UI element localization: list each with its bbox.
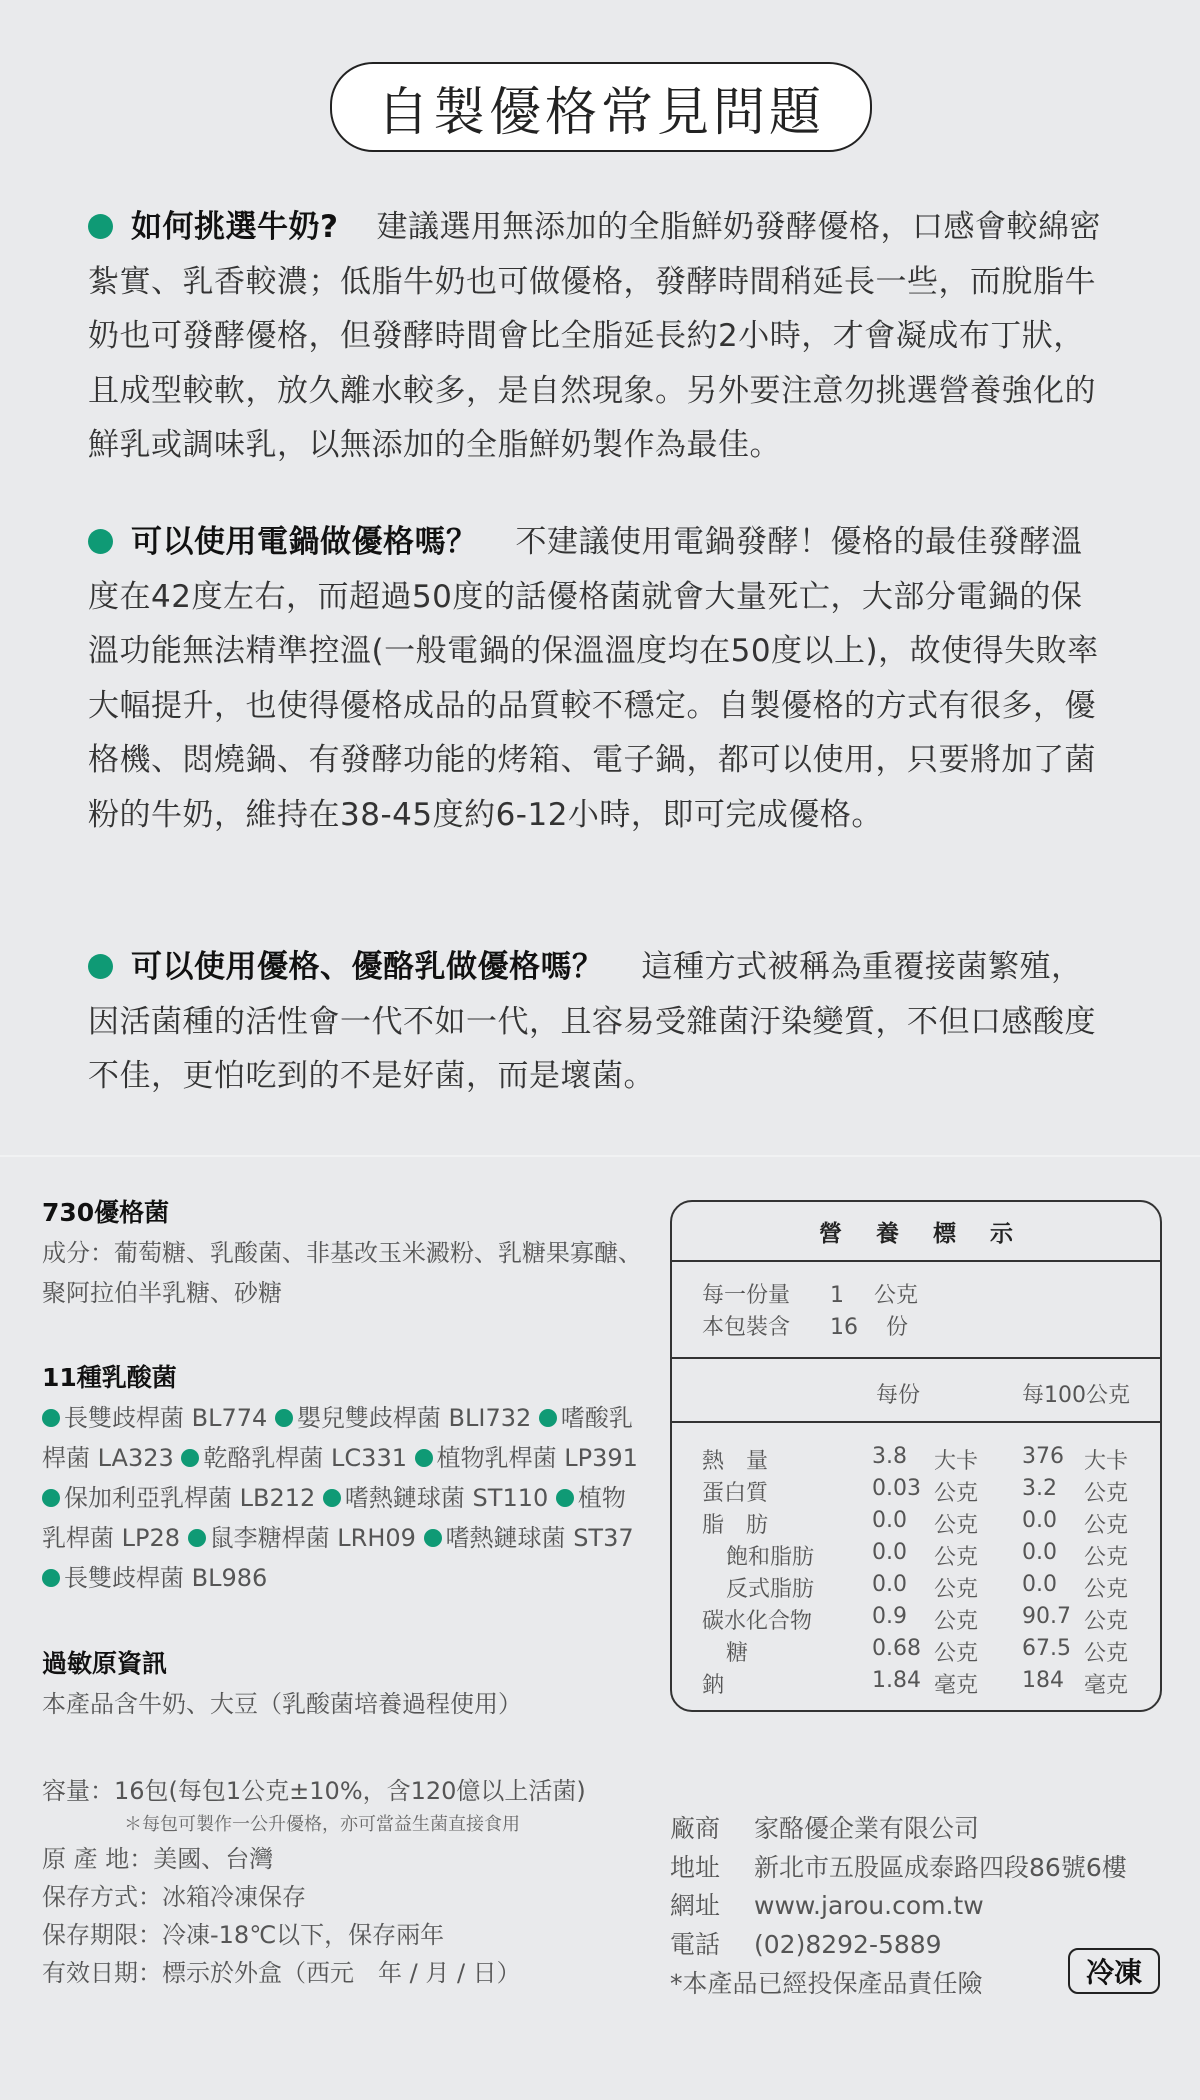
bullet-icon: [275, 1409, 293, 1427]
origin: 原 產 地：美國、台灣: [42, 1845, 274, 1873]
serving-info: 每一份量 1 公克 本包裝含 16 份: [702, 1283, 919, 1340]
faq-item: [88, 200, 1112, 473]
website-link[interactable]: www.jarou.com.tw: [754, 1891, 984, 1921]
bullet-icon: [88, 954, 113, 979]
faq-question: 可以使用優格、優酪乳做優格嗎？: [131, 949, 604, 985]
product-specs: [42, 1772, 586, 1992]
strain-item: 植物乳桿菌 LP28: [42, 1484, 626, 1552]
nutrition-row: 糖 0.68 公克 67.5 公克: [726, 1636, 1129, 1666]
faq-answer: 這種方式被稱為重覆接菌繁殖，因活菌種的活性會一代不如一代，且容易受雜菌汙染變質，不但口感酸度不佳，更怕吃到的不是好菌，而是壞菌。: [88, 949, 1096, 1094]
nutrition-row: 鈉 1.84 毫克 184 毫克: [702, 1668, 1129, 1698]
faq-answer: 不建議使用電鍋發酵！優格的最佳發酵溫度在42度左右，而超過50度的話優格菌就會大量死亡，大部分電鍋的保溫功能無法精準控溫(一般電鍋的保溫溫度均在50度以上)，故使得失敗率大幅提升，也使得優格成品的品質較不穩定。自製優格的方式有很多，優格機、悶燒鍋、有發酵功能的烤箱、電子鍋，都可以使用，只要將加了菌粉的牛奶，維持在38-45度約6-12小時，即可完成優格。: [88, 524, 1099, 833]
insurance-note: *本產品已經投保產品責任險: [670, 1968, 983, 1998]
nutrition-row: 脂 肪 0.0 公克 0.0 公克: [702, 1508, 1129, 1538]
strains-title: 11種乳酸菌: [42, 1363, 177, 1392]
allergen-text: 本產品含牛奶、大豆（乳酸菌培養過程使用）: [42, 1690, 522, 1718]
bullet-icon: [424, 1529, 442, 1547]
address-line: 地址 新北市五股區成泰路四段86號6樓: [670, 1852, 1127, 1882]
allergen-title: 過敏原資訊: [42, 1649, 168, 1678]
shelf-life: 保存期限：冷凍-18℃以下，保存兩年: [42, 1921, 445, 1949]
strain-item: 嗜熱鏈球菌 ST110: [323, 1484, 548, 1512]
expiry: 有效日期：標示於外盒（西元 年 / 月 / 日）: [42, 1959, 521, 1987]
bullet-icon: [88, 529, 113, 554]
storage: 保存方式：冰箱冷凍保存: [42, 1883, 306, 1911]
faq-item: [88, 940, 1112, 1104]
faq-question: 如何挑選牛奶?: [131, 209, 339, 245]
faq-answer: 建議選用無添加的全脂鮮奶發酵優格，口感會較綿密紮實、乳香較濃；低脂牛奶也可做優格，發酵時間稍延長一些，而脫脂牛奶也可發酵優格，但發酵時間會比全脂延長約2小時，才會凝成布丁狀，且成型較軟，放久離水較多，是自然現象。另外要注意勿挑選營養強化的鮮乳或調味乳，以無添加的全脂鮮奶製作為最佳。: [88, 209, 1101, 463]
strain-item: 植物乳桿菌 LP391: [415, 1444, 638, 1472]
nutrition-row: 碳水化合物 0.9 公克 90.7 公克: [702, 1604, 1129, 1634]
strain-item: 乾酪乳桿菌 LC331: [181, 1444, 407, 1472]
bullet-icon: [42, 1489, 60, 1507]
nutrition-title: 營養標示: [672, 1202, 1160, 1262]
capacity-note: ＊每包可製作一公升優格，亦可當益生菌直接食用: [124, 1814, 520, 1835]
website-line: 網址 www.jarou.com.tw: [670, 1891, 984, 1921]
strain-item: 嗜酸乳桿菌 LA323: [42, 1404, 633, 1472]
bullet-icon: [539, 1409, 557, 1427]
nutrition-table: [670, 1200, 1162, 1712]
bullet-icon: [88, 214, 113, 239]
company-line: 廠商 家酪優企業有限公司: [670, 1814, 980, 1843]
table-rule: [672, 1421, 1160, 1423]
nutrition-row: 蛋白質 0.03 公克 3.2 公克: [702, 1476, 1129, 1506]
phone-line: 電話 (02)8292-5889: [670, 1930, 942, 1960]
frozen-badge: 冷凍: [1068, 1948, 1160, 1994]
strain-item: 長雙歧桿菌 BL986: [42, 1564, 267, 1592]
strain-item: 長雙歧桿菌 BL774: [42, 1404, 267, 1432]
faq-item: [88, 515, 1112, 842]
ingredients: 成分：葡萄糖、乳酸菌、非基改玉米澱粉、乳糖果寡醣、聚阿拉伯半乳糖、砂糖: [42, 1239, 642, 1307]
strains-section: [42, 1358, 642, 1598]
nutrition-row: 熱 量 3.8 大卡 376 大卡: [702, 1444, 1129, 1474]
product-info: [42, 1193, 642, 1313]
nutrition-row: 反式脂肪 0.0 公克 0.0 公克: [726, 1572, 1129, 1602]
capacity: 容量：16包(每包1公克±10%，含120億以上活菌): [42, 1777, 586, 1805]
allergen-section: [42, 1644, 642, 1724]
bullet-icon: [188, 1529, 206, 1547]
strain-list: [42, 1398, 642, 1598]
col-header-per-serving: 每份: [876, 1383, 921, 1408]
table-rule: [672, 1357, 1160, 1359]
bullet-icon: [323, 1489, 341, 1507]
col-header-per-100g: 每100公克: [1022, 1383, 1130, 1408]
bullet-icon: [415, 1449, 433, 1467]
strain-item: 鼠李糖桿菌 LRH09: [188, 1524, 416, 1552]
maker-info: [670, 1810, 1127, 2004]
bullet-icon: [42, 1409, 60, 1427]
nutrition-row: 飽和脂肪 0.0 公克 0.0 公克: [726, 1540, 1129, 1570]
bullet-icon: [42, 1569, 60, 1587]
strain-item: 嗜熱鏈球菌 ST37: [424, 1524, 634, 1552]
bullet-icon: [181, 1449, 199, 1467]
faq-question: 可以使用電鍋做優格嗎？: [131, 524, 478, 560]
strain-item: 保加利亞乳桿菌 LB212: [42, 1484, 315, 1512]
bullet-icon: [556, 1489, 574, 1507]
page-title: 自製優格常見問題: [330, 62, 872, 152]
strain-item: 嬰兒雙歧桿菌 BLI732: [275, 1404, 531, 1432]
section-divider: [0, 1155, 1200, 1157]
product-name: 730優格菌: [42, 1198, 170, 1227]
